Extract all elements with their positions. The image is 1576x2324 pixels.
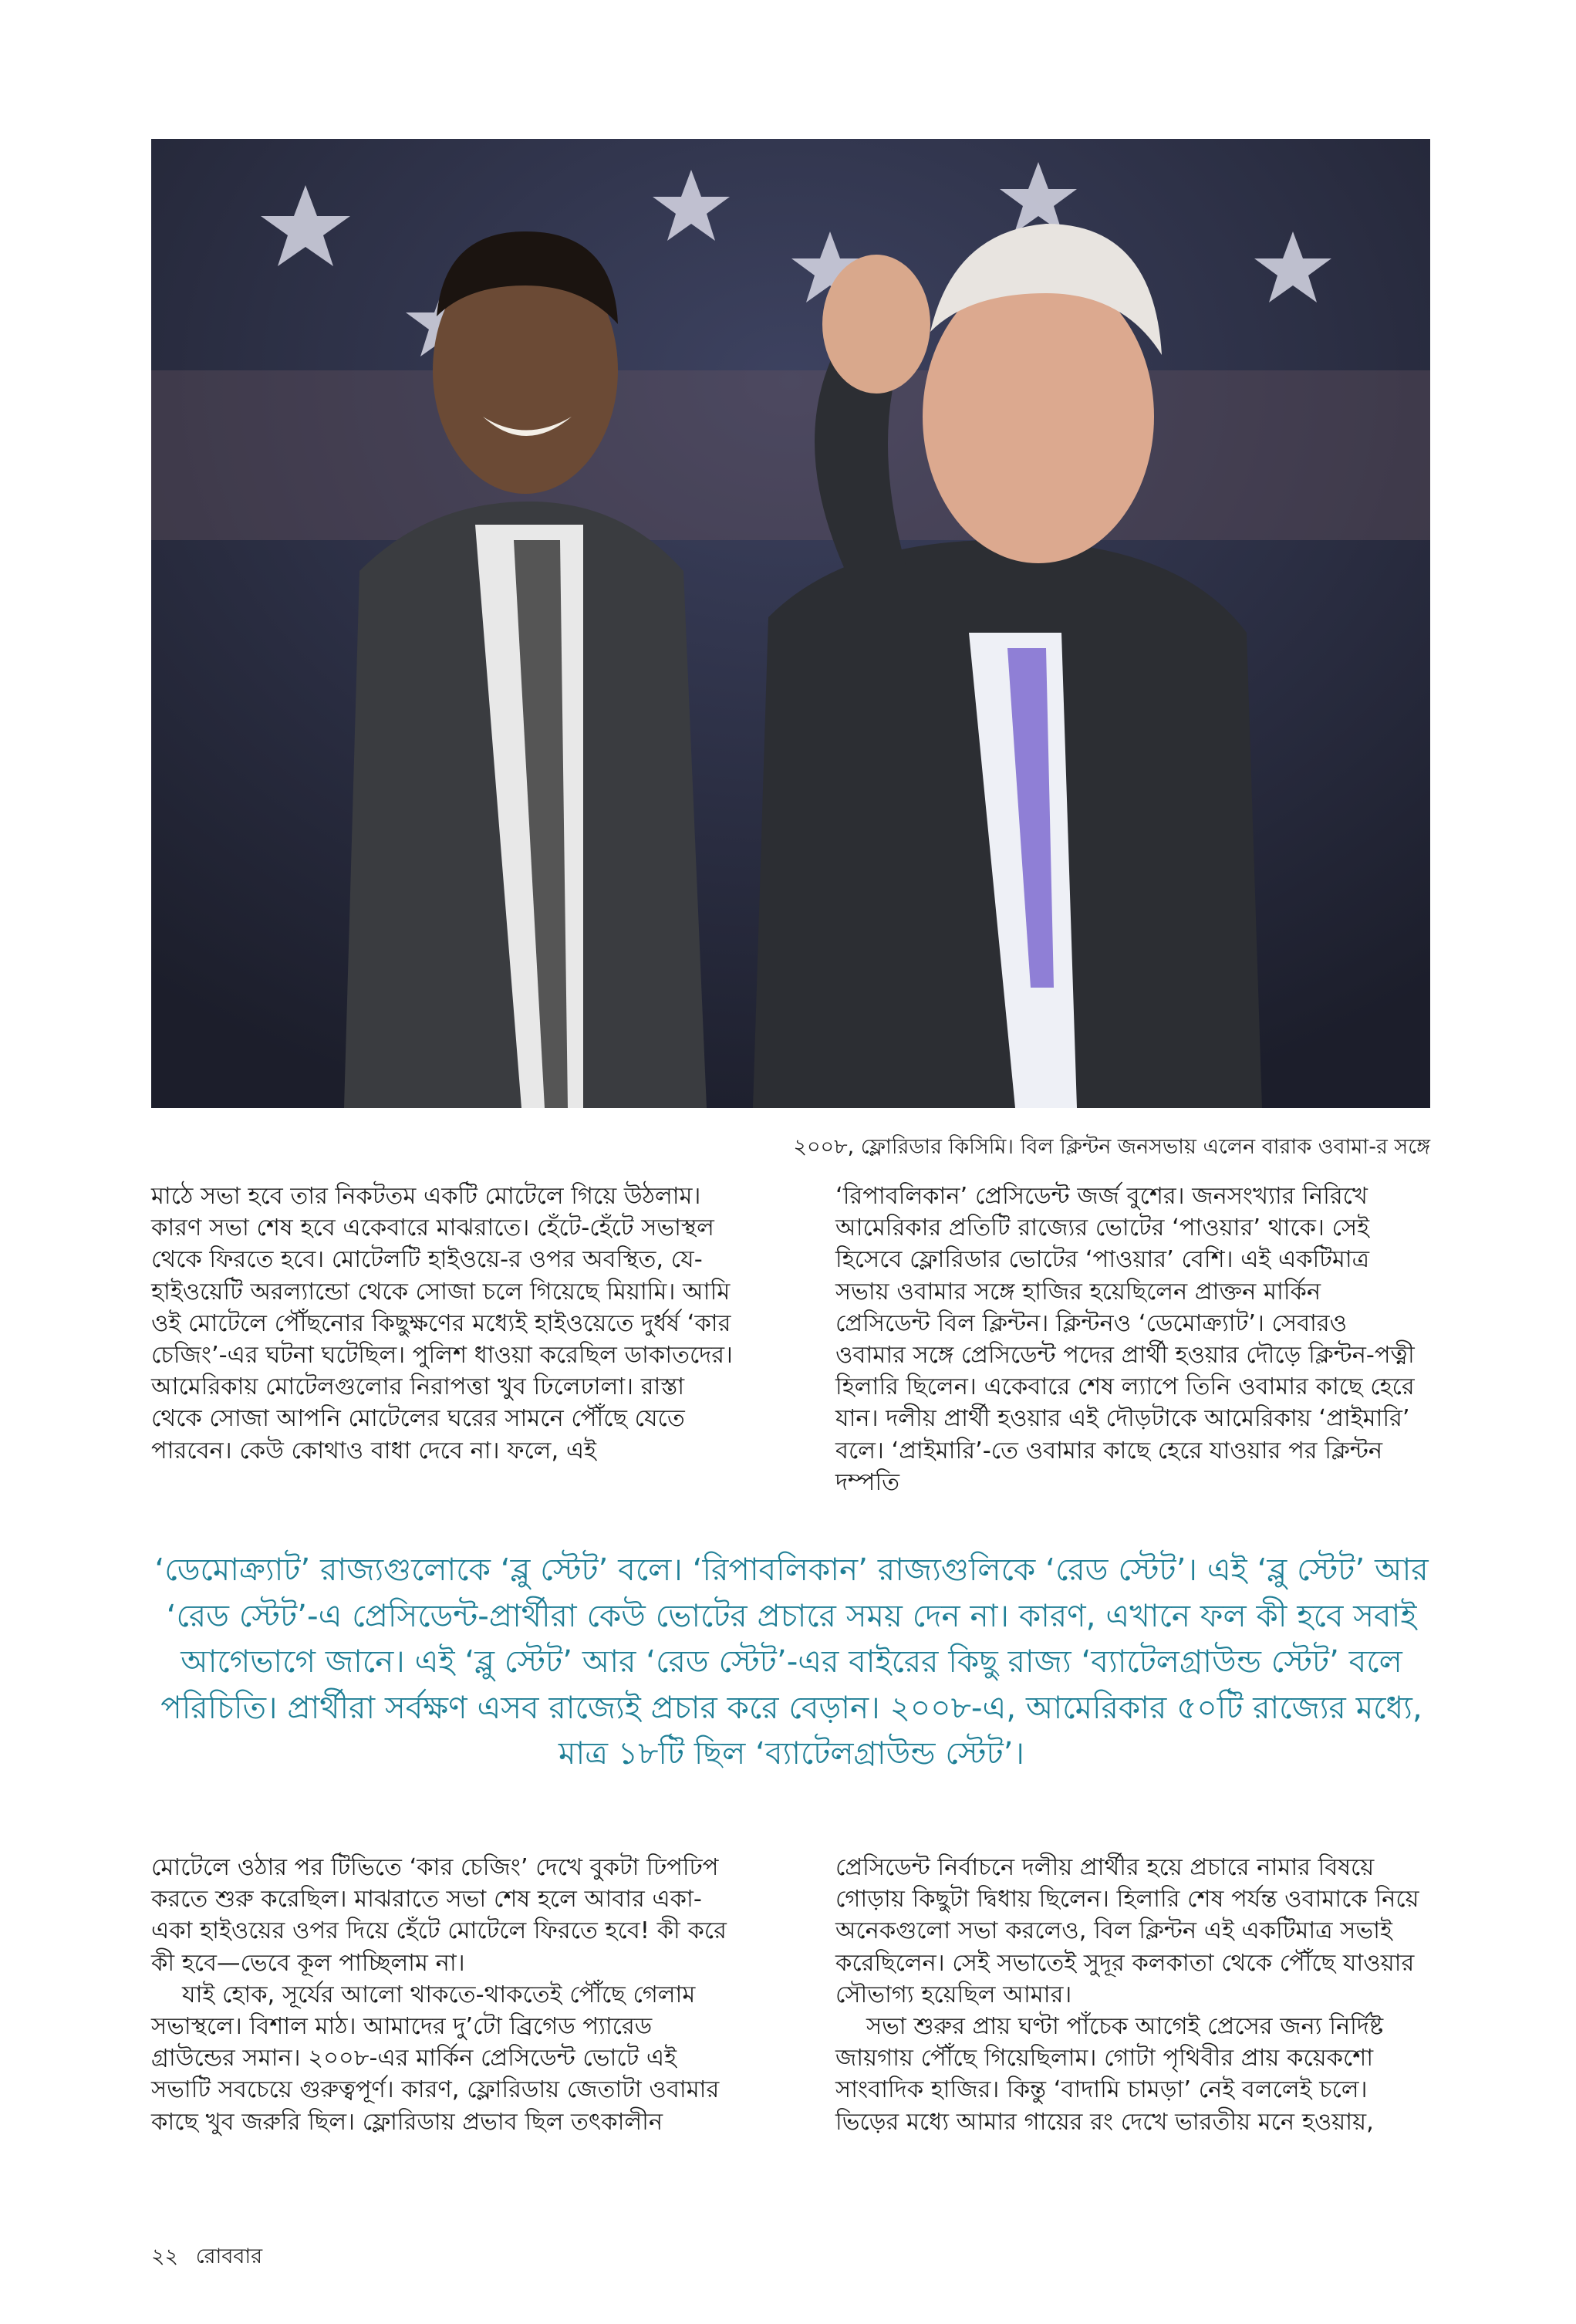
photo-caption: ২০০৮, ফ্লোরিডার কিসিমি। বিল ক্লিন্টন জনসভায় এলেন বারাক ওবামা-র সঙ্গে bbox=[793, 1135, 1430, 1159]
page-number: ২২ bbox=[151, 2245, 179, 2268]
column-top-left bbox=[151, 1181, 737, 1467]
paragraph: প্রেসিডেন্ট নির্বাচনে দলীয় প্রার্থীর হয়ে প্রচারে নামার বিষয়ে গোড়ায় কিছুটা দ্বিধায় ছিলেন। হিলারি শেষ পর্যন্ত ওবামাকে নিয়ে অনেকগুলো সভা করলেও, বিল ক্লিন্টন এই একটিমাত্র সভাই করেছিলেন। সেই সভাতেই সুদূর কলকাতা থেকে পৌঁছে যাওয়ার সৌভাগ্য হয়েছিল আমার। bbox=[835, 1854, 1419, 2008]
photo bbox=[151, 139, 1430, 1108]
column-bottom-right bbox=[835, 1852, 1422, 2138]
paragraph: মাঠে সভা হবে তার নিকটতম একটি মোটেলে গিয়ে উঠলাম। কারণ সভা শেষ হবে একেবারে মাঝরাতে। হেঁটে-হেঁটে সভাস্থল থেকে ফিরতে হবে। মোটেলটি হাইওয়ে-র ওপর অবস্থিত, যে-হাইওয়েটি অরল্যান্ডো থেকে সোজা চলে গিয়েছে মিয়ামি। আমি ওই মোটেলে পৌঁছনোর কিছুক্ষণের মধ্যেই হাইওয়েতে দুর্ধর্ষ ‘কার চেজিং’-এর ঘটনা ঘটেছিল। পুলিশ ধাওয়া করেছিল ডাকাতদের। আমেরিকায় মোটেলগুলোর নিরাপত্তা খুব ঢিলেঢালা। রাস্তা থেকে সোজা আপনি মোটেলের ঘরের সামনে পৌঁছে যেতে পারবেন। কেউ কোথাও বাধা দেবে না। ফলে, এই bbox=[151, 1183, 733, 1464]
column-bottom-left bbox=[151, 1852, 737, 2138]
page-footer bbox=[151, 2241, 273, 2275]
paragraph: মোটেলে ওঠার পর টিভিতে ‘কার চেজিং’ দেখে বুকটা ঢিপঢিপ করতে শুরু করেছিল। মাঝরাতে সভা শেষ হলে আবার একা-একা হাইওয়ের ওপর দিয়ে হেঁটে মোটেলে ফিরতে হবে! কী করে কী হবে—ভেবে কূল পাচ্ছিলাম না। bbox=[151, 1854, 727, 1977]
column-top-right bbox=[835, 1181, 1422, 1498]
pull-quote: ‘ডেমোক্র্যাট’ রাজ্যগুলোকে ‘ব্লু স্টেট’ বলে। ‘রিপাবলিকান’ রাজ্যগুলিকে ‘রেড স্টেট’। এই ‘ব্লু স্টেট’ আর ‘রেড স্টেট’-এ প্রেসিডেন্ট-প্রার্থীরা কেউ ভোটের প্রচারে সময় দেন না। কারণ, এখানে ফল কী হবে সবাই আগেভাগে জানে। এই ‘ব্লু স্টেট’ আর ‘রেড স্টেট’-এর বাইরের কিছু রাজ্য ‘ব্যাটেলগ্রাউন্ড স্টেট’ বলে পরিচিতি। প্রার্থীরা সর্বক্ষণ এসব রাজ্যেই প্রচার করে বেড়ান। ২০০৮-এ, আমেরিকার ৫০টি রাজ্যের মধ্যে, মাত্র ১৮টি ছিল ‘ব্যাটেলগ্রাউন্ড স্টেট’। bbox=[154, 1551, 1429, 1772]
paragraph: যাই হোক, সূর্যের আলো থাকতে-থাকতেই পৌঁছে গেলাম সভাস্থলে। বিশাল মাঠ। আমাদের দু’টো ব্রিগেড প্যারেড গ্রাউন্ডের সমান। ২০০৮-এর মার্কিন প্রেসিডেন্ট ভোটে এই সভাটি সবচেয়ে গুরুত্বপূর্ণ। কারণ, ফ্লোরিডায় জেতাটা ওবামার কাছে খুব জরুরি ছিল। ফ্লোরিডায় প্রভাব ছিল তৎকালীন bbox=[151, 1981, 720, 2136]
magazine-name: রোববার bbox=[195, 2245, 263, 2268]
photo-illustration bbox=[151, 139, 1430, 1108]
paragraph: ‘রিপাবলিকান’ প্রেসিডেন্ট জর্জ বুশের। জনসংখ্যার নিরিখে আমেরিকার প্রতিটি রাজ্যের ভোটের ‘পাওয়ার’ থাকে। সেই হিসেবে ফ্লোরিডার ভোটের ‘পাওয়ার’ বেশি। এই একটিমাত্র সভায় ওবামার সঙ্গে হাজির হয়েছিলেন প্রাক্তন মার্কিন প্রেসিডেন্ট বিল ক্লিন্টন। ক্লিন্টনও ‘ডেমোক্র্যাট’। সেবারও ওবামার সঙ্গে প্রেসিডেন্ট পদের প্রার্থী হওয়ার দৌড়ে ক্লিন্টন-পত্নী হিলারি ছিলেন। একেবারে শেষ ল্যাপে তিনি ওবামার কাছে হেরে যান। দলীয় প্রার্থী হওয়ার এই দৌড়টাকে আমেরিকায় ‘প্রাইমারি’ বলে। ‘প্রাইমারি’-তে ওবামার কাছে হেরে যাওয়ার পর ক্লিন্টন দম্পতি bbox=[835, 1183, 1415, 1496]
paragraph: সভা শুরুর প্রায় ঘণ্টা পাঁচেক আগেই প্রেসের জন্য নির্দিষ্ট জায়গায় পৌঁছে গিয়েছিলাম। গোটা পৃথিবীর প্রায় কয়েকশো সাংবাদিক হাজির। কিন্তু ‘বাদামি চামড়া’ নেই বললেই চলে। ভিড়ের মধ্যে আমার গায়ের রং দেখে ভারতীয় মনে হওয়ায়, bbox=[835, 2013, 1384, 2136]
